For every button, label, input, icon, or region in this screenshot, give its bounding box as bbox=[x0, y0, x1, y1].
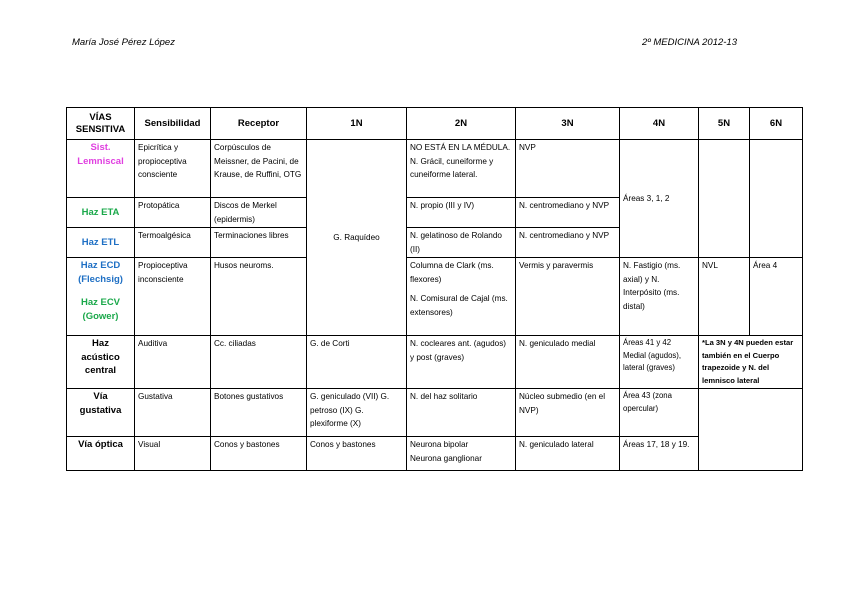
via-etl: Haz ETL bbox=[67, 228, 135, 258]
cell-4n: Áreas 17, 18 y 19. bbox=[620, 437, 699, 471]
cell-sensibilidad: Protopática bbox=[135, 198, 211, 228]
header-sensibilidad: Sensibilidad bbox=[135, 108, 211, 140]
cell-2n: N. gelatinoso de Rolando (II) bbox=[407, 228, 516, 258]
cell-3n: N. geniculado lateral bbox=[516, 437, 620, 471]
note-acustico: *La 3N y 4N pueden estar también en el Cuerpo trapezoide y N. del lemnisco lateral bbox=[699, 336, 803, 389]
cell-3n: Núcleo submedio (en el NVP) bbox=[516, 389, 620, 437]
cell-3n: NVP bbox=[516, 140, 620, 198]
header-6n: 6N bbox=[750, 108, 803, 140]
table-row bbox=[67, 336, 803, 389]
cell-receptor: Corpúsculos de Meissner, de Pacini, de Krause, de Ruffini, OTG bbox=[211, 140, 307, 198]
via-gustativa: Vía gustativa bbox=[67, 389, 135, 437]
cell-3n: Vermis y paravermis bbox=[516, 258, 620, 336]
table-row bbox=[67, 258, 803, 336]
cell-sensibilidad: Gustativa bbox=[135, 389, 211, 437]
header-4n: 4N bbox=[620, 108, 699, 140]
cell-receptor: Discos de Merkel (epidermis) bbox=[211, 198, 307, 228]
cell-3n: N. geniculado medial bbox=[516, 336, 620, 389]
cell-2n: N. cocleares ant. (agudos) y post (graves) bbox=[407, 336, 516, 389]
cell-5n6n-empty bbox=[699, 389, 803, 471]
cell-2n: N. propio (III y IV) bbox=[407, 198, 516, 228]
cell-5n-empty bbox=[699, 140, 750, 258]
table-header-row bbox=[67, 108, 803, 140]
cell-4n: Área 43 (zona opercular) bbox=[620, 389, 699, 437]
cell-5n: NVL bbox=[699, 258, 750, 336]
header-1n: 1N bbox=[307, 108, 407, 140]
via-optica: Vía óptica bbox=[67, 437, 135, 471]
author-name: María José Pérez López bbox=[72, 37, 175, 48]
cell-2n: NO ESTÁ EN LA MÉDULA. N. Grácil, cuneiforme y cuneiforme lateral. bbox=[407, 140, 516, 198]
cell-2n: N. del haz solitario bbox=[407, 389, 516, 437]
cell-1n: Conos y bastones bbox=[307, 437, 407, 471]
header-receptor: Receptor bbox=[211, 108, 307, 140]
cell-4n-shared: Áreas 3, 1, 2 bbox=[620, 140, 699, 258]
via-ecd-ecv: Haz ECD (Flechsig) Haz ECV (Gower) bbox=[67, 258, 135, 336]
cell-1n: G. de Corti bbox=[307, 336, 407, 389]
header-2n: 2N bbox=[407, 108, 516, 140]
cell-receptor: Husos neuroms. bbox=[211, 258, 307, 336]
header-5n: 5N bbox=[699, 108, 750, 140]
header-vias: VÍAS SENSITIVA bbox=[67, 108, 135, 140]
cell-receptor: Conos y bastones bbox=[211, 437, 307, 471]
cell-1n: G. geniculado (VII) G. petroso (IX) G. plexiforme (X) bbox=[307, 389, 407, 437]
cell-1n-shared: G. Raquídeo bbox=[307, 140, 407, 336]
cell-6n: Área 4 bbox=[750, 258, 803, 336]
cell-sensibilidad: Auditiva bbox=[135, 336, 211, 389]
table-row bbox=[67, 389, 803, 437]
cell-3n: N. centromediano y NVP bbox=[516, 228, 620, 258]
course-label: 2º MEDICINA 2012-13 bbox=[642, 37, 737, 48]
via-acustico: Haz acústico central bbox=[67, 336, 135, 389]
cell-2n: Neurona bipolar Neurona ganglionar bbox=[407, 437, 516, 471]
cell-4n: Áreas 41 y 42 Medial (agudos), lateral (graves) bbox=[620, 336, 699, 389]
cell-sensibilidad: Propioceptiva inconsciente bbox=[135, 258, 211, 336]
table-row bbox=[67, 437, 803, 471]
header-3n: 3N bbox=[516, 108, 620, 140]
cell-2n: Columna de Clark (ms. flexores) N. Comisural de Cajal (ms. extensores) bbox=[407, 258, 516, 336]
cell-4n: N. Fastigio (ms. axial) y N. Interpósito (ms. distal) bbox=[620, 258, 699, 336]
cell-receptor: Terminaciones libres bbox=[211, 228, 307, 258]
sensory-pathways-table bbox=[66, 107, 803, 471]
cell-sensibilidad: Termoalgésica bbox=[135, 228, 211, 258]
via-eta: Haz ETA bbox=[67, 198, 135, 228]
cell-3n: N. centromediano y NVP bbox=[516, 198, 620, 228]
cell-sensibilidad: Epicrítica y propioceptiva consciente bbox=[135, 140, 211, 198]
cell-receptor: Cc. ciliadas bbox=[211, 336, 307, 389]
cell-6n-empty bbox=[750, 140, 803, 258]
cell-receptor: Botones gustativos bbox=[211, 389, 307, 437]
table-row bbox=[67, 140, 803, 198]
via-lemniscal: Sist. Lemniscal bbox=[67, 140, 135, 198]
cell-sensibilidad: Visual bbox=[135, 437, 211, 471]
